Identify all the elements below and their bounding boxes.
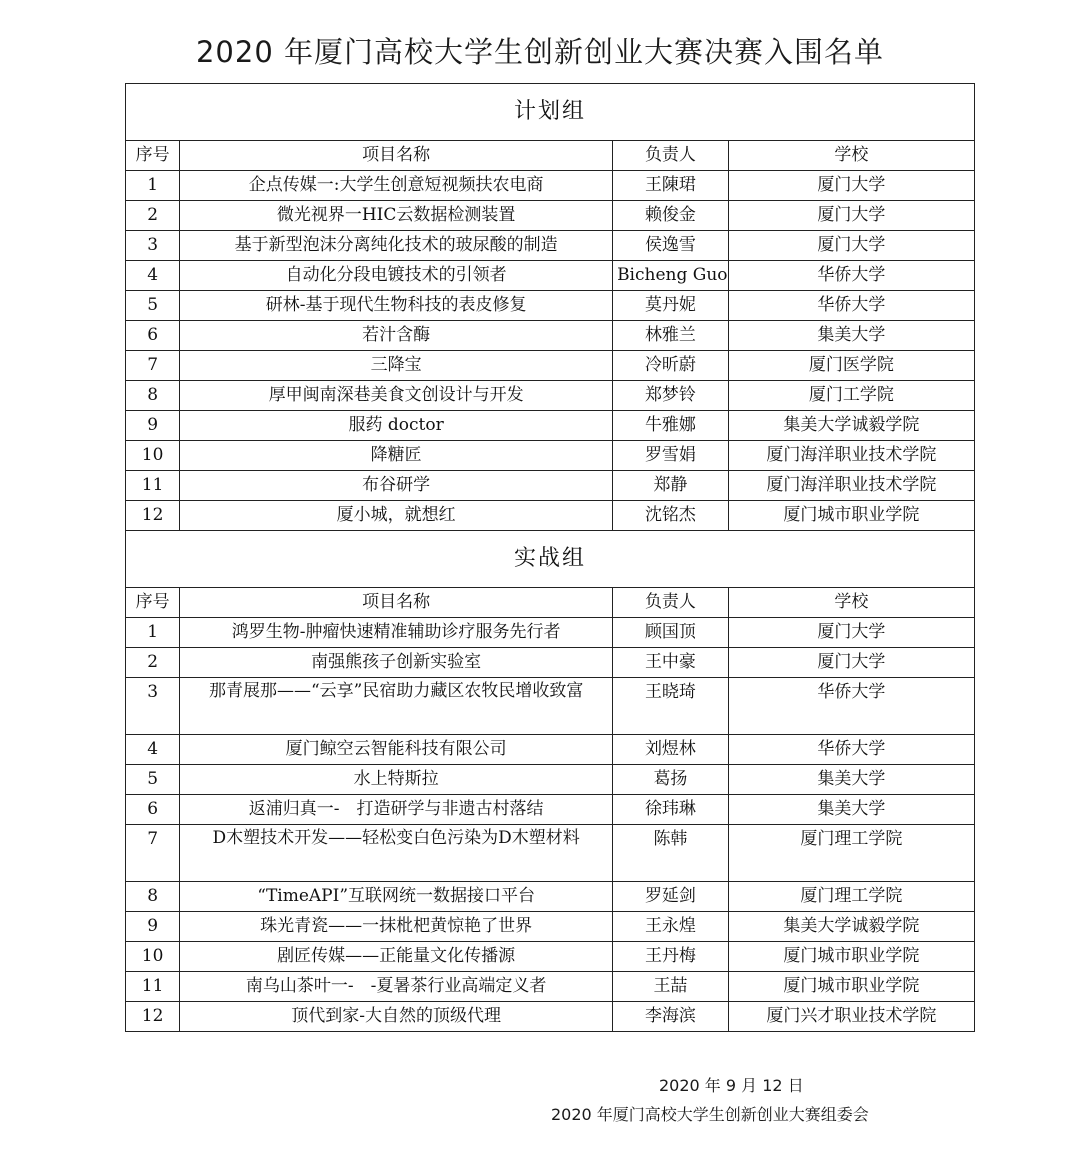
school-name: 厦门大学 — [728, 231, 974, 261]
page-title: 2020 年厦门高校大学生创新创业大赛决赛入围名单 — [195, 35, 885, 69]
leader-name: 王喆 — [613, 972, 729, 1002]
leader-name: 罗延剑 — [613, 882, 729, 912]
footer-organizer: 2020 年厦门高校大学生创新创业大赛组委会 — [551, 1105, 869, 1124]
row-number: 2 — [126, 201, 180, 231]
row-number: 10 — [126, 942, 180, 972]
table-row — [126, 618, 975, 648]
row-number: 12 — [126, 1002, 180, 1032]
leader-name: 王陳珺 — [613, 171, 729, 201]
column-header: 负责人 — [613, 588, 729, 618]
school-name: 集美大学 — [728, 765, 974, 795]
project-name: 布谷研学 — [180, 471, 613, 501]
table-row — [126, 825, 975, 882]
leader-name: 徐玮琳 — [613, 795, 729, 825]
project-name: 那青展那——“云享”民宿助力藏区农牧民增收致富 — [180, 678, 613, 735]
school-name: 厦门海洋职业技术学院 — [728, 441, 974, 471]
leader-name: 侯逸雪 — [613, 231, 729, 261]
column-header: 项目名称 — [180, 588, 613, 618]
row-number: 10 — [126, 441, 180, 471]
school-name: 厦门理工学院 — [728, 825, 974, 882]
leader-name: 王丹梅 — [613, 942, 729, 972]
school-name: 厦门工学院 — [728, 381, 974, 411]
school-name: 厦门兴才职业技术学院 — [728, 1002, 974, 1032]
table-row — [126, 501, 975, 531]
column-header: 学校 — [728, 588, 974, 618]
column-header-row — [126, 141, 975, 171]
leader-name: 王中豪 — [613, 648, 729, 678]
table-row — [126, 678, 975, 735]
table-row — [126, 201, 975, 231]
table-row — [126, 261, 975, 291]
project-name: 剧匠传媒——正能量文化传播源 — [180, 942, 613, 972]
school-name: 厦门大学 — [728, 648, 974, 678]
project-name: 南强熊孩子创新实验室 — [180, 648, 613, 678]
school-name: 集美大学 — [728, 795, 974, 825]
leader-name: 罗雪娟 — [613, 441, 729, 471]
row-number: 9 — [126, 912, 180, 942]
leader-name: 顾国顶 — [613, 618, 729, 648]
project-name: 服药 doctor — [180, 411, 613, 441]
leader-name: 赖俊金 — [613, 201, 729, 231]
column-header: 项目名称 — [180, 141, 613, 171]
table-row — [126, 942, 975, 972]
table-row — [126, 321, 975, 351]
school-name: 厦门大学 — [728, 171, 974, 201]
leader-name: 王晓琦 — [613, 678, 729, 735]
project-name: 水上特斯拉 — [180, 765, 613, 795]
leader-name: 沈铭杰 — [613, 501, 729, 531]
school-name: 华侨大学 — [728, 291, 974, 321]
leader-name: 葛扬 — [613, 765, 729, 795]
row-number: 3 — [126, 678, 180, 735]
leader-name: 郑梦铃 — [613, 381, 729, 411]
leader-name: 郑静 — [613, 471, 729, 501]
school-name: 厦门城市职业学院 — [728, 972, 974, 1002]
table-row — [126, 735, 975, 765]
leader-name: 刘煜林 — [613, 735, 729, 765]
school-name: 华侨大学 — [728, 735, 974, 765]
project-name: “TimeAPI”互联网统一数据接口平台 — [180, 882, 613, 912]
column-header: 序号 — [126, 588, 180, 618]
leader-name: Bicheng Guo — [613, 261, 729, 291]
school-name: 厦门医学院 — [728, 351, 974, 381]
school-name: 厦门城市职业学院 — [728, 942, 974, 972]
project-name: 三降宝 — [180, 351, 613, 381]
table-row — [126, 882, 975, 912]
school-name: 厦门大学 — [728, 201, 974, 231]
group-title: 计划组 — [126, 84, 975, 141]
leader-name: 冷昕蔚 — [613, 351, 729, 381]
project-name: 若汁含酶 — [180, 321, 613, 351]
project-name: 南乌山茶叶一- -夏暑茶行业高端定义者 — [180, 972, 613, 1002]
school-name: 厦门城市职业学院 — [728, 501, 974, 531]
group-header-row — [126, 531, 975, 588]
row-number: 8 — [126, 882, 180, 912]
row-number: 7 — [126, 825, 180, 882]
group-header-row — [126, 84, 975, 141]
project-name: 基于新型泡沫分离纯化技术的玻尿酸的制造 — [180, 231, 613, 261]
group-title: 实战组 — [126, 531, 975, 588]
leader-name: 陈韩 — [613, 825, 729, 882]
table-row — [126, 1002, 975, 1032]
row-number: 12 — [126, 501, 180, 531]
table-row — [126, 171, 975, 201]
row-number: 6 — [126, 795, 180, 825]
row-number: 1 — [126, 618, 180, 648]
row-number: 7 — [126, 351, 180, 381]
leader-name: 林雅兰 — [613, 321, 729, 351]
table-row — [126, 441, 975, 471]
school-name: 厦门海洋职业技术学院 — [728, 471, 974, 501]
row-number: 1 — [126, 171, 180, 201]
school-name: 集美大学 — [728, 321, 974, 351]
leader-name: 李海滨 — [613, 1002, 729, 1032]
project-name: 企点传媒一:大学生创意短视频扶农电商 — [180, 171, 613, 201]
column-header: 学校 — [728, 141, 974, 171]
row-number: 8 — [126, 381, 180, 411]
school-name: 厦门理工学院 — [728, 882, 974, 912]
row-number: 4 — [126, 261, 180, 291]
leader-name: 莫丹妮 — [613, 291, 729, 321]
project-name: 厦门鲸空云智能科技有限公司 — [180, 735, 613, 765]
row-number: 6 — [126, 321, 180, 351]
row-number: 4 — [126, 735, 180, 765]
project-name: D木塑技术开发——轻松变白色污染为D木塑材料 — [180, 825, 613, 882]
column-header-row — [126, 588, 975, 618]
row-number: 3 — [126, 231, 180, 261]
table-row — [126, 648, 975, 678]
row-number: 11 — [126, 972, 180, 1002]
school-name: 集美大学诚毅学院 — [728, 411, 974, 441]
table-row — [126, 765, 975, 795]
project-name: 降糖匠 — [180, 441, 613, 471]
project-name: 厚甲闽南深巷美食文创设计与开发 — [180, 381, 613, 411]
project-name: 微光视界一HIC云数据检测装置 — [180, 201, 613, 231]
project-name: 研林-基于现代生物科技的表皮修复 — [180, 291, 613, 321]
row-number: 2 — [126, 648, 180, 678]
school-name: 厦门大学 — [728, 618, 974, 648]
leader-name: 牛雅娜 — [613, 411, 729, 441]
table-row — [126, 291, 975, 321]
column-header: 负责人 — [613, 141, 729, 171]
table-body — [126, 84, 975, 1032]
project-name: 厦小城，就想红 — [180, 501, 613, 531]
row-number: 11 — [126, 471, 180, 501]
table-row — [126, 381, 975, 411]
project-name: 珠光青瓷——一抹枇杷黄惊艳了世界 — [180, 912, 613, 942]
table-row — [126, 471, 975, 501]
footer-date: 2020 年 9 月 12 日 — [659, 1076, 804, 1095]
project-name: 返浦归真一- 打造研学与非遗古村落结 — [180, 795, 613, 825]
table-row — [126, 912, 975, 942]
table-row — [126, 351, 975, 381]
row-number: 5 — [126, 291, 180, 321]
row-number: 9 — [126, 411, 180, 441]
project-name: 顶代到家-大自然的顶级代理 — [180, 1002, 613, 1032]
table-row — [126, 411, 975, 441]
row-number: 5 — [126, 765, 180, 795]
project-name: 鸿罗生物-肿瘤快速精准辅助诊疗服务先行者 — [180, 618, 613, 648]
table-row — [126, 795, 975, 825]
school-name: 华侨大学 — [728, 678, 974, 735]
finalist-table — [125, 83, 975, 1032]
table-row — [126, 972, 975, 1002]
table-row — [126, 231, 975, 261]
column-header: 序号 — [126, 141, 180, 171]
project-name: 自动化分段电镀技术的引领者 — [180, 261, 613, 291]
school-name: 华侨大学 — [728, 261, 974, 291]
leader-name: 王永煌 — [613, 912, 729, 942]
school-name: 集美大学诚毅学院 — [728, 912, 974, 942]
